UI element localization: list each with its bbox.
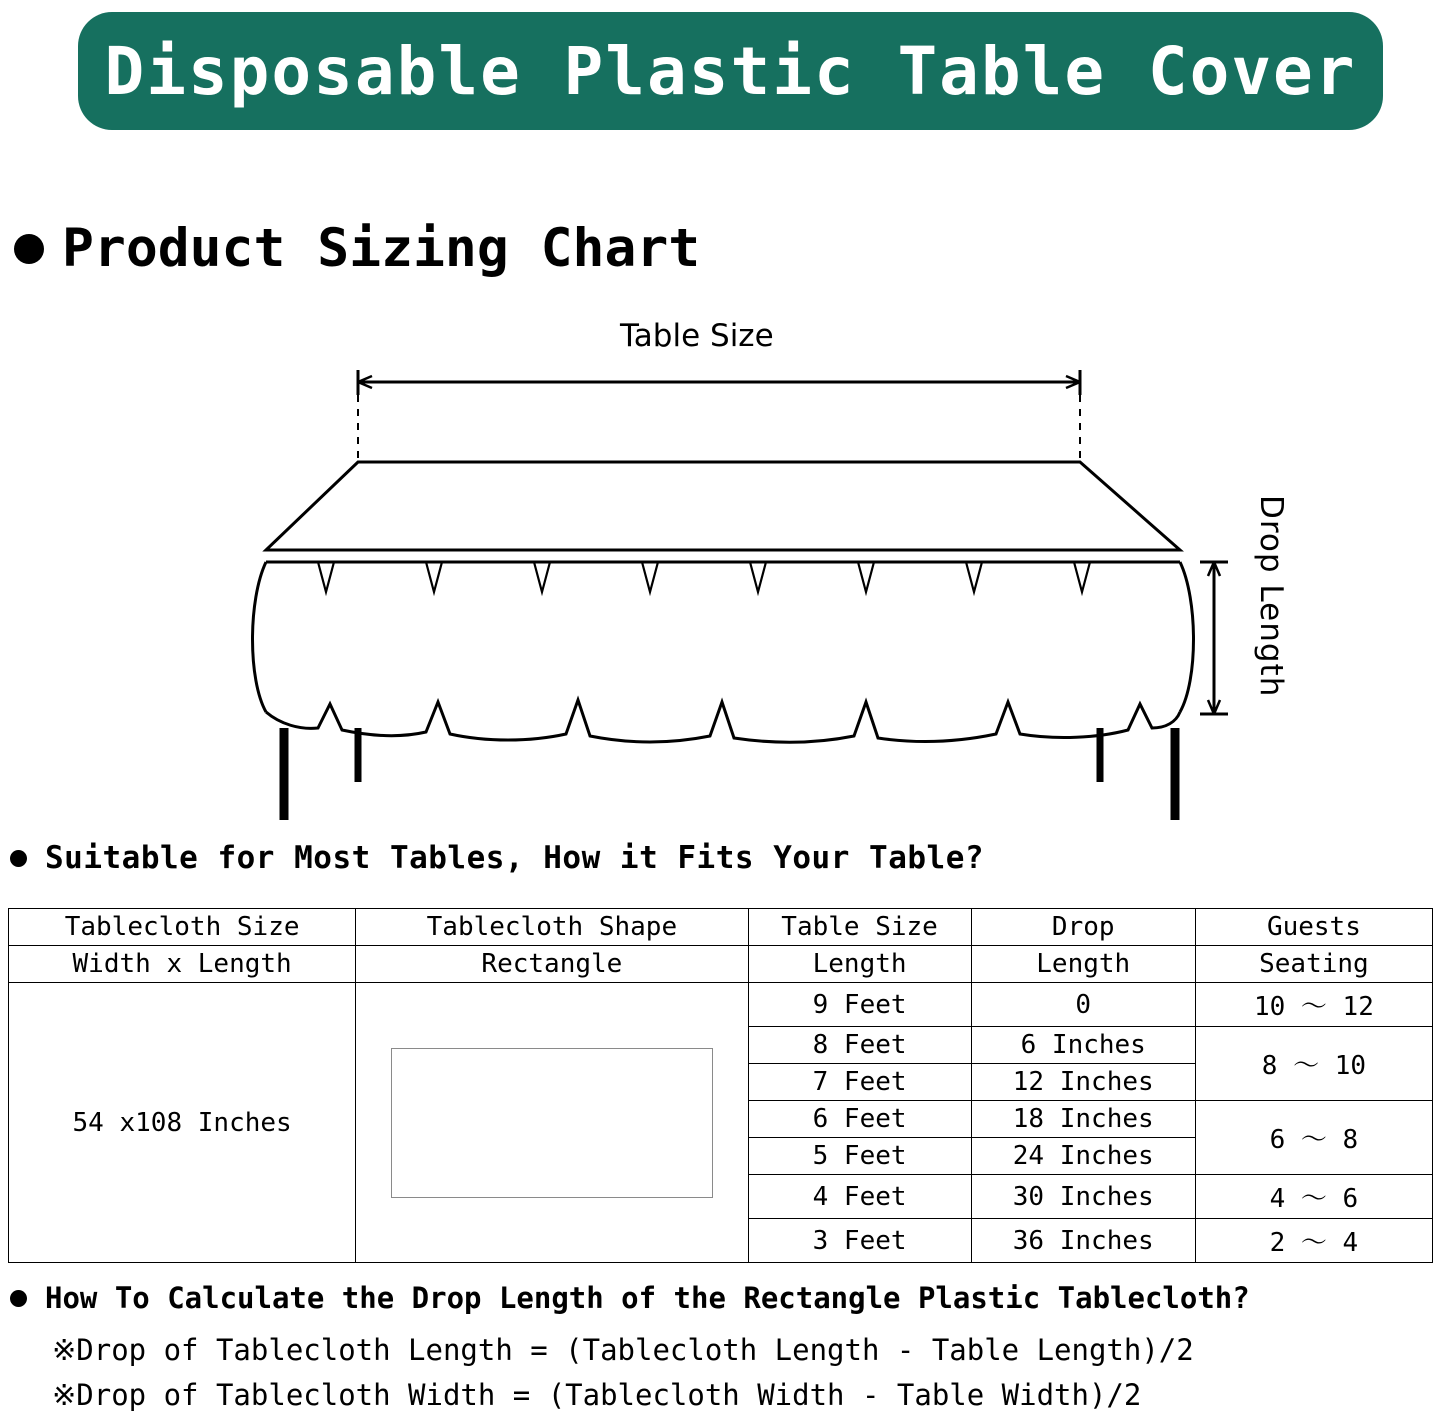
header-banner	[78, 12, 1383, 130]
cell-table-size: 7 Feet	[748, 1064, 971, 1101]
header-tablecloth-shape: Tablecloth Shape	[356, 909, 748, 946]
cell-drop: 12 Inches	[971, 1064, 1195, 1101]
formula-length: ※Drop of Tablecloth Length = (Tablecloth Length - Table Length)/2	[52, 1333, 1194, 1367]
bullet-icon	[10, 1290, 27, 1307]
header-guests: Guests	[1195, 909, 1432, 946]
calculate-drop-length-heading-label: How To Calculate the Drop Length of the Rectangle Plastic Tablecloth?	[45, 1281, 1250, 1315]
product-sizing-chart-heading-label: Product Sizing Chart	[62, 218, 701, 279]
cell-drop: 0	[971, 983, 1195, 1027]
illustration-table-size-label: Table Size	[620, 318, 774, 354]
table-row	[9, 983, 1433, 1027]
formula-width: ※Drop of Tablecloth Width = (Tablecloth Width - Table Width)/2	[52, 1378, 1142, 1412]
header-rectangle: Rectangle	[356, 946, 748, 983]
cell-table-size: 8 Feet	[748, 1027, 971, 1064]
cell-tablecloth-size-value: 54 x108 Inches	[9, 983, 356, 1263]
header-drop-length: Length	[971, 946, 1195, 983]
rectangle-shape-icon	[391, 1048, 713, 1198]
header-table-size: Table Size	[748, 909, 971, 946]
cell-guests: 10 ～ 12	[1195, 983, 1432, 1027]
cell-drop: 30 Inches	[971, 1175, 1195, 1219]
table-cover-illustration	[200, 300, 1350, 830]
illustration-drop-length-label: Drop Length	[1253, 495, 1289, 698]
header-seating: Seating	[1195, 946, 1432, 983]
cell-drop: 18 Inches	[971, 1101, 1195, 1138]
header-width-x-length: Width x Length	[9, 946, 356, 983]
cell-drop: 36 Inches	[971, 1219, 1195, 1263]
cell-table-size: 4 Feet	[748, 1175, 971, 1219]
table-cover-drawing	[200, 300, 1350, 830]
calculate-drop-length-heading	[10, 1281, 1250, 1315]
cell-guests: 4 ～ 6	[1195, 1175, 1432, 1219]
cell-table-size: 9 Feet	[748, 983, 971, 1027]
cell-guests: 2 ～ 4	[1195, 1219, 1432, 1263]
cell-table-size: 5 Feet	[748, 1138, 971, 1175]
bullet-icon	[10, 850, 27, 867]
banner-title: Disposable Plastic Table Cover	[104, 32, 1357, 110]
header-drop: Drop	[971, 909, 1195, 946]
sizing-table	[8, 908, 1433, 1263]
cell-tablecloth-shape-graphic	[356, 983, 748, 1263]
product-sizing-chart-heading	[14, 218, 700, 279]
cell-drop: 6 Inches	[971, 1027, 1195, 1064]
cell-table-size: 3 Feet	[748, 1219, 971, 1263]
suitable-tables-heading	[10, 840, 984, 876]
cell-guests: 6 ～ 8	[1195, 1101, 1432, 1175]
suitable-tables-heading-label: Suitable for Most Tables, How it Fits Your Table?	[45, 840, 985, 876]
cell-drop: 24 Inches	[971, 1138, 1195, 1175]
header-tablecloth-size: Tablecloth Size	[9, 909, 356, 946]
cell-table-size: 6 Feet	[748, 1101, 971, 1138]
table-header-row-1	[9, 909, 1433, 946]
header-length: Length	[748, 946, 971, 983]
cell-guests: 8 ～ 10	[1195, 1027, 1432, 1101]
bullet-icon	[14, 234, 44, 264]
table-header-row-2	[9, 946, 1433, 983]
